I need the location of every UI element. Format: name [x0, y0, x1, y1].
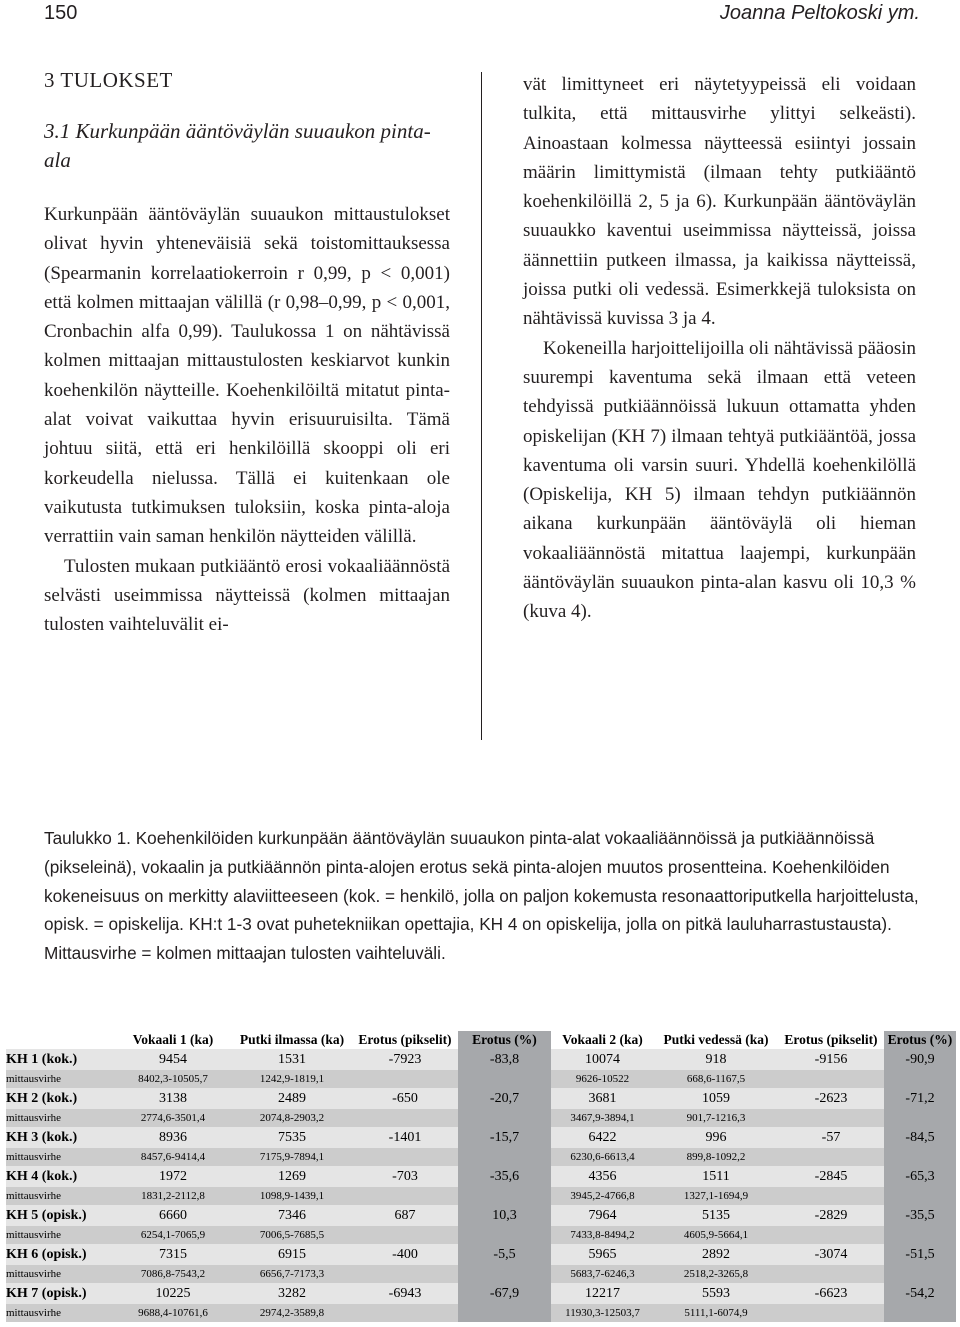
- table-cell: -650: [352, 1088, 458, 1109]
- header-cell: Putki vedessä (ka): [663, 1032, 769, 1047]
- table-cell: [352, 1109, 458, 1127]
- table-cell: 6254,1-7065,9: [114, 1226, 232, 1244]
- error-range-row: [6, 1070, 956, 1088]
- error-range-row: [6, 1304, 956, 1322]
- table-cell: 3138: [114, 1088, 232, 1109]
- table-cell: -65,3: [884, 1166, 956, 1187]
- error-label-cell: mittausvirhe: [6, 1109, 114, 1127]
- running-header-author: Joanna Peltokoski ym.: [719, 2, 920, 24]
- table-cell: 3282: [232, 1283, 352, 1304]
- table-cell: 5111,1-6074,9: [654, 1304, 778, 1322]
- table-cell: -57: [778, 1127, 884, 1148]
- header-cell: Vokaali 2 (ka): [562, 1032, 643, 1047]
- table-cell: 899,8-1092,2: [654, 1148, 778, 1166]
- table-row: [6, 1205, 956, 1226]
- table-cell: -15,7: [458, 1127, 551, 1148]
- table-cell: 2518,2-3265,8: [654, 1265, 778, 1283]
- section-title: 3 TULOKSET: [44, 68, 173, 92]
- table-cell: [352, 1148, 458, 1166]
- subject-label-cell: KH 2 (kok.): [6, 1088, 114, 1109]
- table-cell: 8457,6-9414,4: [114, 1148, 232, 1166]
- table-row: [6, 1088, 956, 1109]
- table-row: [6, 1049, 956, 1070]
- error-label-cell: mittausvirhe: [6, 1187, 114, 1205]
- table-cell: -7923: [352, 1049, 458, 1070]
- subject-label-cell: KH 6 (opisk.): [6, 1244, 114, 1265]
- subject-label-cell: KH 4 (kok.): [6, 1166, 114, 1187]
- table-cell: -5,5: [458, 1244, 551, 1265]
- table-cell: [458, 1265, 551, 1283]
- table-row: [6, 1283, 956, 1304]
- table-cell: 2489: [232, 1088, 352, 1109]
- header-cell: Vokaali 1 (ka): [132, 1032, 214, 1047]
- table-cell: -703: [352, 1166, 458, 1187]
- table-cell: 1972: [114, 1166, 232, 1187]
- table-body: [6, 1049, 956, 1322]
- table-cell: -54,2: [884, 1283, 956, 1304]
- table-cell: 9454: [114, 1049, 232, 1070]
- table-cell: 668,6-1167,5: [654, 1070, 778, 1088]
- table-cell: -2845: [778, 1166, 884, 1187]
- table-cell: 1327,1-1694,9: [654, 1187, 778, 1205]
- table-cell: -84,5: [884, 1127, 956, 1148]
- table-cell: 12217: [551, 1283, 654, 1304]
- error-label-cell: mittausvirhe: [6, 1226, 114, 1244]
- table-cell: 7964: [551, 1205, 654, 1226]
- right-column: [523, 70, 916, 627]
- header-cell: Erotus (%): [884, 1031, 956, 1049]
- table-cell: 7346: [232, 1205, 352, 1226]
- table-cell: 8402,3-10505,7: [114, 1070, 232, 1088]
- header-cell: Erotus (%): [458, 1031, 551, 1049]
- table-cell: [778, 1265, 884, 1283]
- table-cell: 3681: [551, 1088, 654, 1109]
- table-cell: 901,7-1216,3: [654, 1109, 778, 1127]
- header-cell: Putki ilmassa (ka): [239, 1032, 345, 1047]
- table-cell: -3074: [778, 1244, 884, 1265]
- table-cell: [458, 1226, 551, 1244]
- table-cell: [352, 1304, 458, 1322]
- table-cell: [352, 1187, 458, 1205]
- table-cell: 6660: [114, 1205, 232, 1226]
- table-cell: 6915: [232, 1244, 352, 1265]
- table-cell: -6623: [778, 1283, 884, 1304]
- table-cell: 10,3: [458, 1205, 551, 1226]
- table-cell: 4605,9-5664,1: [654, 1226, 778, 1244]
- subsection-title: 3.1 Kurkunpään ääntöväylän suuaukon pinta-ala: [44, 119, 431, 172]
- table-cell: [884, 1148, 956, 1166]
- table-cell: [352, 1226, 458, 1244]
- table-cell: [458, 1187, 551, 1205]
- table-cell: -90,9: [884, 1049, 956, 1070]
- page-number: 150: [44, 2, 78, 24]
- table-cell: -6943: [352, 1283, 458, 1304]
- table-cell: 1098,9-1439,1: [232, 1187, 352, 1205]
- table-caption: Taulukko 1. Koehenkilöiden kurkunpään ääntöväylän suuaukon pinta-alat vokaaliäännöissä ja putkiäännöissä (pikseleinä), vokaalin ja putkiäännön pinta-alojen erotus sekä pinta-alojen muutos prosentteina. Koehenkilöiden kokeneisuus on merkitty alaviitteeseen (kok. = henkilö, jolla on paljon kokemusta resonaattoriputkella harjoittelusta, opisk. = opiskelija. KH:t 1-3 ovat puhetekniikan opettajia, KH 4 on opiskelija, jolla on pitkä lauluharrastustausta). Mittausvirhe = kolmen mittaajan tulosten vaihteluväli.: [44, 828, 919, 964]
- error-label-cell: mittausvirhe: [6, 1265, 114, 1283]
- body-paragraph: vät limittyneet eri näytetyypeissä eli voidaan tulkita, että mittausvirhe ylittyi selkeästi). Ainoastaan kolmessa näytteessä esiintyi jossain määrin limittymistä (ilmaan tehty putkiääntö koehenkilöillä 2, 5 ja 6). Kurkunpään ääntöväylän suuaukko kaventui useimmissa näytteissä, joissa äännettiin putkeen ilmassa, ja kaikissa näytteissä, joissa putki oli vedessä. Esimerkkejä tuloksista on nähtävissä kuvissa 3 ja 4.: [523, 74, 916, 330]
- table-cell: 2892: [654, 1244, 778, 1265]
- table-cell: 7433,8-8494,2: [551, 1226, 654, 1244]
- table-cell: 1242,9-1819,1: [232, 1070, 352, 1088]
- table-cell: -20,7: [458, 1088, 551, 1109]
- error-range-row: [6, 1226, 956, 1244]
- table-cell: 10074: [551, 1049, 654, 1070]
- error-range-row: [6, 1109, 956, 1127]
- table-cell: 687: [352, 1205, 458, 1226]
- table-cell: -71,2: [884, 1088, 956, 1109]
- table-cell: [458, 1070, 551, 1088]
- error-range-row: [6, 1148, 956, 1166]
- table-cell: [884, 1109, 956, 1127]
- header-cell: Erotus (pikselit): [784, 1032, 878, 1047]
- table-cell: [352, 1070, 458, 1088]
- error-label-cell: mittausvirhe: [6, 1304, 114, 1322]
- table-cell: [778, 1148, 884, 1166]
- table-cell: -35,5: [884, 1205, 956, 1226]
- table-cell: 5965: [551, 1244, 654, 1265]
- table-cell: -67,9: [458, 1283, 551, 1304]
- header-cell: [6, 1031, 114, 1049]
- table-cell: 5683,7-6246,3: [551, 1265, 654, 1283]
- table-cell: [884, 1265, 956, 1283]
- table-header-row: [6, 1031, 956, 1049]
- table-cell: [778, 1187, 884, 1205]
- table-cell: [352, 1265, 458, 1283]
- table-cell: 3945,2-4766,8: [551, 1187, 654, 1205]
- table-cell: 7086,8-7543,2: [114, 1265, 232, 1283]
- subject-label-cell: KH 5 (opisk.): [6, 1205, 114, 1226]
- table-cell: -83,8: [458, 1049, 551, 1070]
- table-cell: 4356: [551, 1166, 654, 1187]
- table-cell: [884, 1070, 956, 1088]
- table-cell: [458, 1148, 551, 1166]
- subject-label-cell: KH 1 (kok.): [6, 1049, 114, 1070]
- table-cell: 7315: [114, 1244, 232, 1265]
- table-cell: 1511: [654, 1166, 778, 1187]
- table-cell: 6422: [551, 1127, 654, 1148]
- table-cell: 1831,2-2112,8: [114, 1187, 232, 1205]
- table-cell: 6656,7-7173,3: [232, 1265, 352, 1283]
- table-cell: 1269: [232, 1166, 352, 1187]
- table-cell: -2829: [778, 1205, 884, 1226]
- table-cell: [458, 1109, 551, 1127]
- table-cell: 11930,3-12503,7: [551, 1304, 654, 1322]
- body-paragraph: Tulosten mukaan putkiääntö erosi vokaaliäännöstä selvästi useimmissa näytteissä (kolmen mittaajan tulosten vaihteluvälit ei-: [44, 555, 450, 636]
- table-cell: [458, 1304, 551, 1322]
- table-row: [6, 1127, 956, 1148]
- table-cell: -51,5: [884, 1244, 956, 1265]
- table-cell: 3467,9-3894,1: [551, 1109, 654, 1127]
- header-cell: Erotus (pikselit): [358, 1032, 452, 1047]
- left-column: [44, 66, 450, 639]
- table-cell: 1059: [654, 1088, 778, 1109]
- subject-label-cell: KH 3 (kok.): [6, 1127, 114, 1148]
- table-cell: 2974,2-3589,8: [232, 1304, 352, 1322]
- table-cell: [884, 1226, 956, 1244]
- table-cell: 2074,8-2903,2: [232, 1109, 352, 1127]
- table-cell: -1401: [352, 1127, 458, 1148]
- table-row: [6, 1244, 956, 1265]
- error-range-row: [6, 1265, 956, 1283]
- table-cell: 9626-10522: [551, 1070, 654, 1088]
- table-cell: 7535: [232, 1127, 352, 1148]
- table-cell: [778, 1109, 884, 1127]
- error-label-cell: mittausvirhe: [6, 1148, 114, 1166]
- results-table: [6, 1031, 956, 1322]
- table-cell: [778, 1226, 884, 1244]
- table-cell: 7006,5-7685,5: [232, 1226, 352, 1244]
- table-cell: 1531: [232, 1049, 352, 1070]
- table-cell: 5135: [654, 1205, 778, 1226]
- table-cell: [778, 1304, 884, 1322]
- table-cell: 918: [654, 1049, 778, 1070]
- table-cell: 7175,9-7894,1: [232, 1148, 352, 1166]
- table-cell: 6230,6-6613,4: [551, 1148, 654, 1166]
- table-cell: 8936: [114, 1127, 232, 1148]
- table-cell: -2623: [778, 1088, 884, 1109]
- table-cell: 10225: [114, 1283, 232, 1304]
- body-paragraph: Kokeneilla harjoittelijoilla oli nähtävissä pääosin suurempi kaventuma sekä ilmaan että veteen tehdyissä putkiäännöissä lukuun ottamatta yhden opiskelijan (KH 7) ilmaan tehtyä putkiääntöä, jossa kaventuma oli varsin suuri. Yhdellä koehenkilöllä (Opiskelija, KH 5) ilmaan tehdyn putkiäännön aikana kurkunpään ääntöväylä oli hieman vokaaliäännöstä mitattua laajempi, kurkunpään ääntöväylän suuaukon pinta-alan kasvu oli 10,3 % (kuva 4).: [523, 337, 916, 623]
- table-cell: -9156: [778, 1049, 884, 1070]
- table-cell: 9688,4-10761,6: [114, 1304, 232, 1322]
- table-cell: -400: [352, 1244, 458, 1265]
- table-cell: [778, 1070, 884, 1088]
- body-paragraph: Kurkunpään ääntöväylän suuaukon mittaustulokset olivat hyvin yhteneväisiä sekä toistomittauksessa (Spearmanin korrelaatiokerroin r 0,99, p < 0,001) että kolmen mittaajan välillä (r 0,98–0,99, p < 0,001, Cronbachin alfa 0,99). Taulukossa 1 on nähtävissä kolmen mittaajan mittaustulosten keskiarvot kunkin koehenkilön näytteille. Koehenkilöiltä mitatut pinta-alat voivat vaikuttaa hyvin erisuuruisilta. Tämä johtuu siitä, että eri henkilöillä skooppi oli eri korkeudella nielussa. Tällä ei kuitenkaan ole vaikutusta tutkimuksen tuloksiin, koska pinta-aloja verrattiin vain saman henkilön näytteiden välillä.: [44, 204, 450, 548]
- table-cell: [884, 1187, 956, 1205]
- error-label-cell: mittausvirhe: [6, 1070, 114, 1088]
- table-cell: [884, 1304, 956, 1322]
- table-cell: 2774,6-3501,4: [114, 1109, 232, 1127]
- column-divider: [481, 72, 482, 740]
- table-cell: 5593: [654, 1283, 778, 1304]
- table-cell: -35,6: [458, 1166, 551, 1187]
- subject-label-cell: KH 7 (opisk.): [6, 1283, 114, 1304]
- table-cell: 996: [654, 1127, 778, 1148]
- table-row: [6, 1166, 956, 1187]
- error-range-row: [6, 1187, 956, 1205]
